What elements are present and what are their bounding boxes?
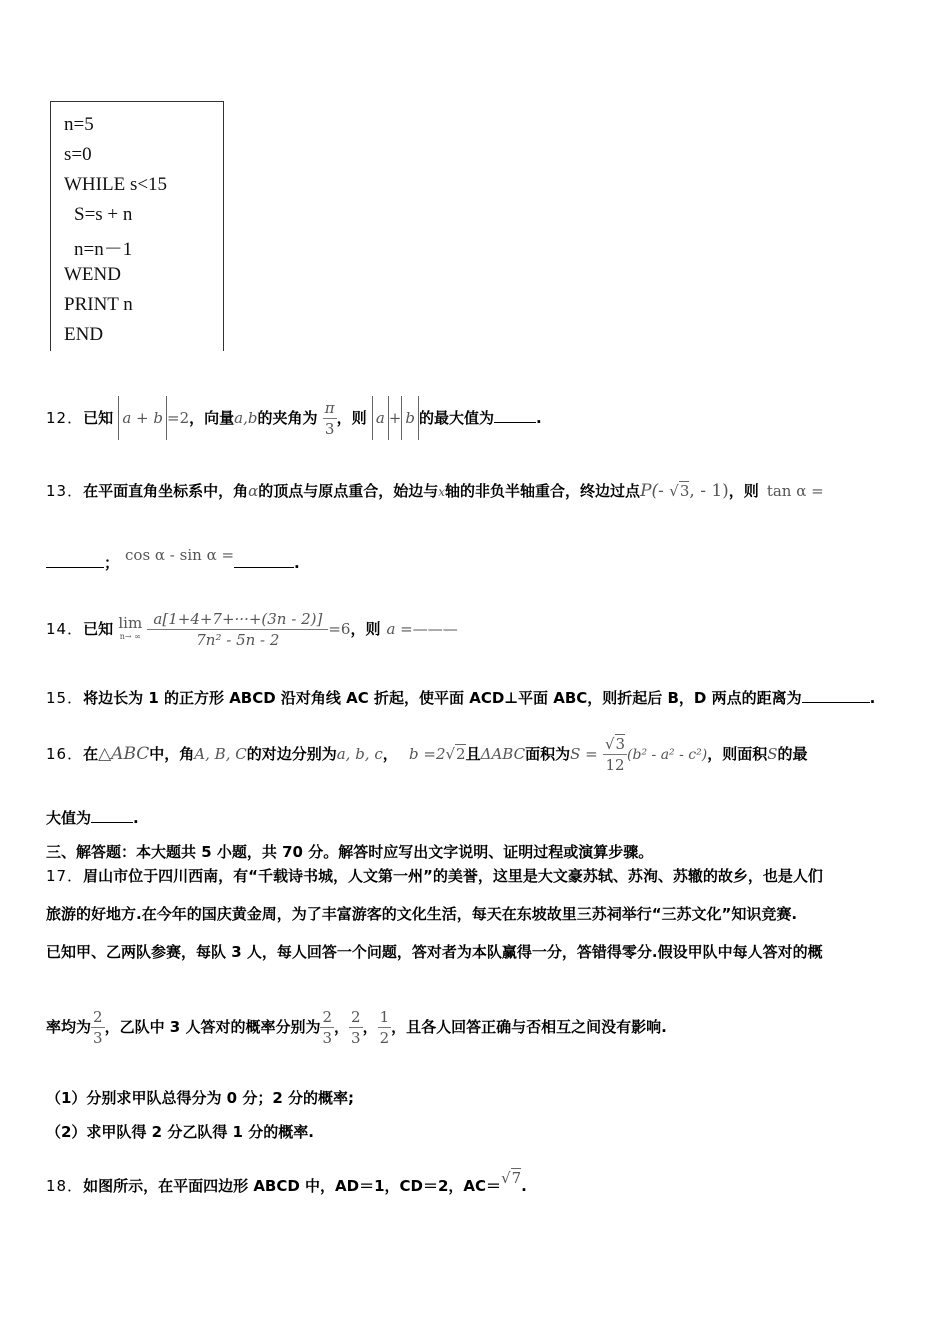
code-line: END (64, 324, 104, 345)
answer-blank (46, 555, 104, 568)
code-line: n=5 (64, 114, 94, 135)
question-12: 12．已知 a + b =2，向量a,b的夹角为 $\frac{\pi}{3}$ ，则 a + b 的最大值为 . (46, 396, 542, 440)
question-16-line2: 大值为 . (46, 809, 139, 827)
question-number: 14． (46, 620, 84, 638)
question-number: 13． (46, 482, 84, 500)
question-17: 17．眉山市位于四川西南，有“千载诗书城，人文第一州”的美誉，这里是大文豪苏轼、苏洵、苏辙的故乡，也是人们 (46, 867, 823, 885)
question-13-line2: ； cos α - sin α = . (46, 540, 300, 578)
answer-blank (802, 690, 870, 703)
question-15: 15．将边长为 1 的正方形 ABCD 沿对角线 AC 折起，使平面 ACD⊥平面 ABC，则折起后 B，D 两点的距离为 . (46, 689, 876, 707)
question-number: 15． (46, 689, 84, 707)
question-17-line2: 旅游的好地方.在今年的国庆黄金周，为了丰富游客的文化生活，每天在东坡故里三苏祠举行“三苏文化”知识竞赛. (46, 905, 798, 923)
code-line: WEND (64, 264, 121, 285)
code-line: PRINT n (64, 294, 133, 315)
question-18: 18．如图所示，在平面四边形 ABCD 中，AD＝1，CD＝2，AC＝√7. (46, 1169, 527, 1195)
question-number: 12． (46, 409, 84, 427)
question-16: 16．在△ABC中，角A, B, C的对边分别为a, b, c， b =2√2且ΔABC面积为S = $\frac{√3}{12}$ (b² - a² - c²)，则面积S的最 (46, 735, 808, 774)
question-17-sub1: （1）分别求甲队总得分为 0 分；2 分的概率; (46, 1089, 354, 1107)
question-number: 17． (46, 867, 84, 885)
answer-blank (91, 810, 133, 823)
code-line: s=0 (64, 144, 92, 165)
code-line: S=s + n (74, 204, 133, 225)
question-17-line4: 率均为 $\frac{2}{3}$ ，乙队中 3 人答对的概率分别为 $\frac{2}{3}$ ， $\frac{2}{3}$ ， $\frac{1}{2}$ ，且各人回答正确与否相互之间没有影响. (46, 1008, 667, 1047)
code-line: WHILE s<15 (64, 174, 168, 195)
answer-blank (234, 555, 294, 568)
question-17-sub2: （2）求甲队得 2 分乙队得 1 分的概率. (46, 1123, 314, 1141)
question-13: 13．在平面直角坐标系中，角α的顶点与原点重合，始边与x轴的非负半轴重合，终边过点P(- √3, - 1)，则 tan α = (46, 481, 824, 501)
question-14: 14．已知 lim n→ ∞ $\frac{a[1+4+7+\cdot\cdot\cdot+(3n - 2)]}{\text{7n² - 5n - 2}}$ =6，则 a =——— (46, 610, 458, 649)
code-line: n=n－1 (74, 239, 133, 260)
question-number: 16． (46, 745, 84, 763)
section-heading: 三、解答题：本大题共 5 小题，共 70 分。解答时应写出文字说明、证明过程或演算步骤。 (46, 843, 654, 861)
question-number: 18． (46, 1177, 84, 1195)
question-17-line3: 已知甲、乙两队参赛，每队 3 人，每人回答一个问题，答对者为本队赢得一分，答错得零分.假设甲队中每人答对的概 (46, 943, 823, 961)
answer-blank (494, 410, 536, 423)
